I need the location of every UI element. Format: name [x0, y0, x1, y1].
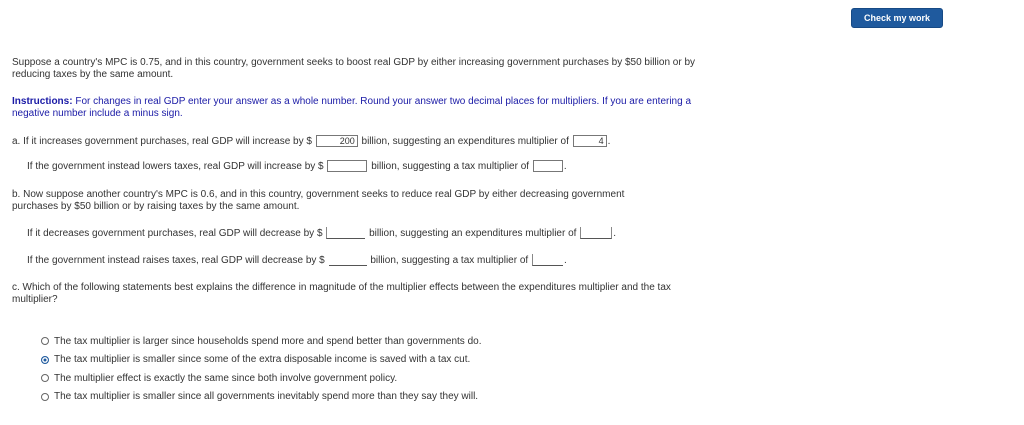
question-intro: Suppose a country's MPC is 0.75, and in this country, government seeks to boost real GDP by either increasing government purchases by $50 billion or by reducing taxes by the same amount. [12, 57, 696, 80]
part-c-options [41, 332, 481, 406]
part-b-line2 [27, 254, 567, 268]
part-a-line1-prefix: a. If it increases government purchases, real GDP will increase by $ [12, 136, 312, 147]
part-a-gdp-increase-input[interactable]: 200 [316, 135, 358, 147]
radio-option-1[interactable] [41, 337, 49, 345]
option-4[interactable] [41, 388, 481, 407]
instructions-label: Instructions: [12, 96, 73, 107]
part-b-expenditure-multiplier-input[interactable] [580, 227, 612, 239]
part-b-line1 [27, 227, 616, 241]
part-a-expenditure-multiplier-input[interactable]: 4 [573, 135, 607, 147]
part-a-line1-middle: billion, suggesting an expenditures multiplier of [361, 136, 569, 147]
part-b-line2-middle: billion, suggesting a tax multiplier of [370, 255, 529, 266]
part-b-line1-prefix: If it decreases government purchases, real GDP will decrease by $ [27, 228, 323, 239]
part-c-prompt: c. Which of the following statements best explains the difference in magnitude of the multiplier effects between the expenditures multiplier and the tax multiplier? [12, 282, 671, 305]
radio-option-2-selected[interactable] [41, 356, 49, 364]
period: . [563, 161, 567, 172]
part-b-tax-gdp-decrease-input[interactable] [329, 254, 367, 266]
part-b-gdp-decrease-input[interactable] [326, 227, 365, 239]
part-a-line1 [12, 135, 610, 149]
option-3-label: The multiplier effect is exactly the same since both involve government policy. [54, 372, 398, 384]
part-b-intro: b. Now suppose another country's MPC is 0.6, and in this country, government seeks to reduce real GDP by either decreasing government purchases by $50 billion or by raising taxes by the same amount. [12, 189, 625, 212]
part-a-tax-gdp-increase-input[interactable] [327, 160, 367, 172]
part-a-line2 [27, 160, 567, 174]
part-a-line2-middle: billion, suggesting a tax multiplier of [371, 161, 530, 172]
option-2-label: The tax multiplier is smaller since some of the extra disposable income is saved with a tax cut. [54, 354, 471, 366]
period: . [563, 255, 567, 266]
part-b-tax-multiplier-input[interactable] [532, 254, 563, 266]
radio-option-3[interactable] [41, 374, 49, 382]
part-b-line1-middle: billion, suggesting an expenditures multiplier of [369, 228, 577, 239]
question-body [12, 57, 712, 120]
part-a-tax-multiplier-input[interactable] [533, 160, 563, 172]
part-b-line2-prefix: If the government instead raises taxes, real GDP will decrease by $ [27, 255, 325, 266]
option-4-label: The tax multiplier is smaller since all governments inevitably spend more than they say they will. [54, 391, 479, 403]
period: . [607, 136, 611, 147]
option-2[interactable] [41, 351, 481, 370]
period: . [613, 228, 616, 239]
option-3[interactable] [41, 369, 481, 388]
part-a-line2-prefix: If the government instead lowers taxes, real GDP will increase by $ [27, 161, 324, 172]
option-1[interactable] [41, 332, 481, 351]
check-my-work-button[interactable]: Check my work [851, 8, 943, 28]
instructions [12, 96, 712, 120]
radio-option-4[interactable] [41, 393, 49, 401]
option-1-label: The tax multiplier is larger since households spend more and spend better than governments do. [54, 335, 482, 347]
instructions-text: For changes in real GDP enter your answer as a whole number. Round your answer two decimal places for multipliers. If you are entering a negative number include a minus sign. [12, 96, 692, 119]
